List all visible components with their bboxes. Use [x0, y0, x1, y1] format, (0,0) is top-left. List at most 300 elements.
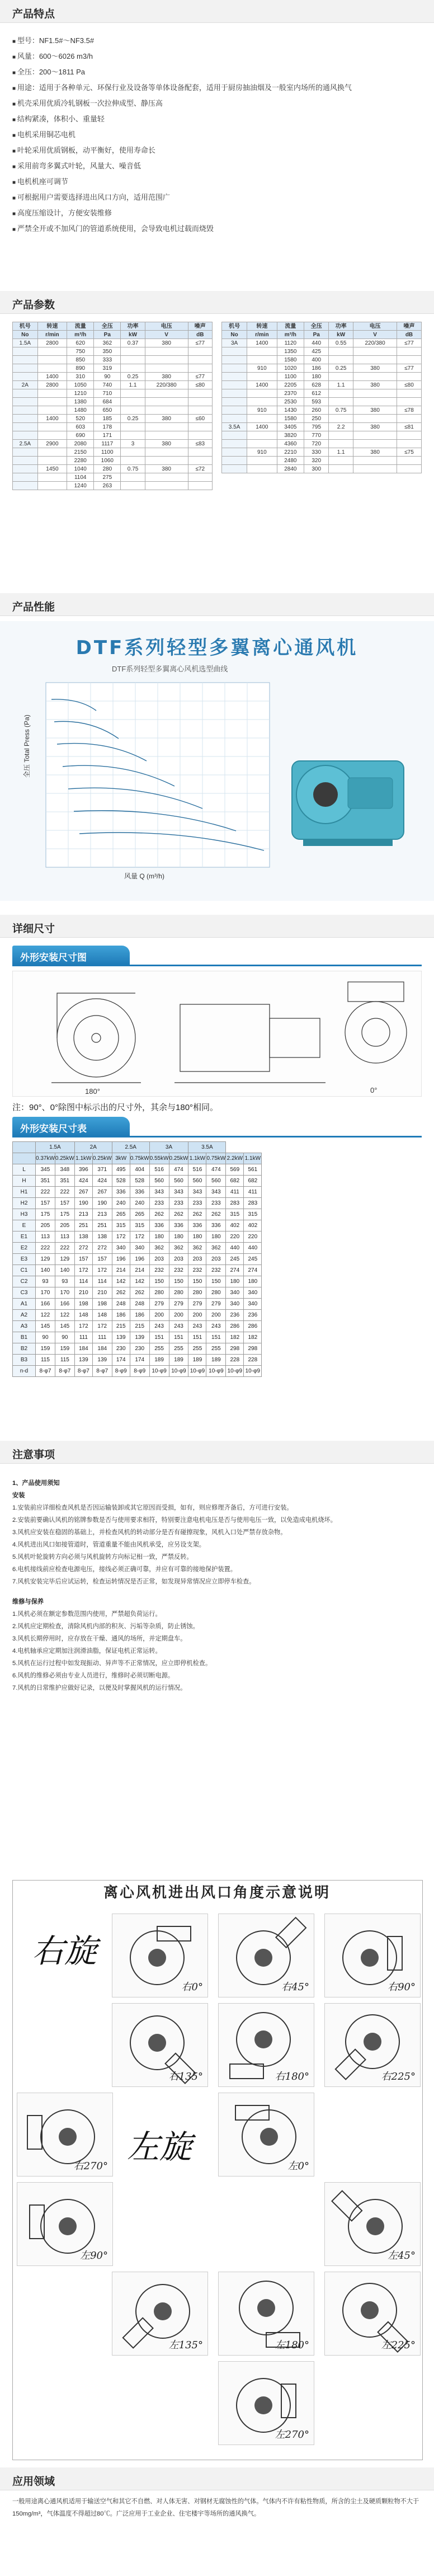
dim-cell: 157: [92, 1254, 112, 1265]
spec-unit-cell: m³/h: [67, 331, 94, 339]
spec-unit-cell: r/min: [37, 331, 67, 339]
dim-cell: C3: [13, 1287, 36, 1299]
spec-cell: 620: [67, 339, 94, 347]
dim-cell: B1: [13, 1332, 36, 1343]
dim-cell: 495: [112, 1164, 130, 1176]
dim-cell: 248: [130, 1299, 149, 1310]
dim-row: [13, 1332, 262, 1343]
spec-cell: 380: [145, 415, 188, 423]
spec-cell: [121, 364, 145, 373]
direction-title: 离心风机进出风口角度示意说明: [103, 1884, 331, 1901]
spec-cell: [353, 431, 397, 440]
spec-cell: 171: [94, 431, 121, 440]
spec-cell: 1580: [277, 356, 304, 364]
spec-cell: 1117: [94, 440, 121, 448]
spec-cell: [247, 457, 277, 465]
chart-y-label: 全压 Total Press (Pa): [23, 714, 31, 778]
spec-cell: 3: [121, 440, 145, 448]
spec-cell: [145, 431, 188, 440]
spec-cell: [397, 373, 421, 381]
spec-cell: [37, 457, 67, 465]
spec-cell: [188, 406, 212, 415]
spec-cell: [188, 356, 212, 364]
dim-cell: 336: [130, 1187, 149, 1198]
dim-cell: 279: [149, 1299, 169, 1310]
direction-cell: [324, 2003, 421, 2087]
notes-body: [12, 1477, 422, 1694]
direction-cell: [112, 2003, 208, 2087]
spec-cell: 1100: [277, 373, 304, 381]
performance-section-header: [0, 593, 434, 616]
spec-cell: [247, 440, 277, 448]
dim-cell: 267: [92, 1187, 112, 1198]
dim-cell: 203: [188, 1254, 206, 1265]
dim-cell: 190: [74, 1198, 92, 1209]
dim-cell: 340: [226, 1299, 244, 1310]
spec-cell: [188, 448, 212, 457]
spec-cell: 380: [145, 440, 188, 448]
dim-cell: 236: [226, 1310, 244, 1321]
dim-cell: 267: [74, 1187, 92, 1198]
spec-cell: 2210: [277, 448, 304, 457]
dim-row: [13, 1276, 262, 1287]
spec-row: [13, 381, 213, 389]
params-heading: 产品参数: [12, 299, 55, 311]
dim-cell: 283: [226, 1198, 244, 1209]
spec-cell: 1480: [67, 406, 94, 415]
dim-cell: 682: [226, 1176, 244, 1187]
spec-cell: [222, 364, 247, 373]
spec-cell: 280: [94, 465, 121, 473]
spec-cell: 2.2: [329, 423, 353, 431]
dim-model-header: 2.5A: [112, 1142, 149, 1153]
dim-cell: 172: [74, 1265, 92, 1276]
spec-cell: 2530: [277, 398, 304, 406]
dim-cell: 340: [244, 1299, 262, 1310]
features-section-header: [0, 0, 434, 23]
dim-row: [13, 1299, 262, 1310]
spec-cell: [247, 398, 277, 406]
spec-cell: [222, 415, 247, 423]
dim-cell: 175: [36, 1209, 55, 1220]
dim-cell: 516: [188, 1164, 206, 1176]
dim-cell: A2: [13, 1310, 36, 1321]
spec-cell: [121, 406, 145, 415]
spec-row: [13, 339, 213, 347]
dim-cell: 262: [206, 1209, 226, 1220]
spec-cell: [188, 423, 212, 431]
direction-label: 右90°: [388, 1981, 416, 1993]
spec-cell: [222, 406, 247, 415]
spec-cell: 350: [94, 347, 121, 356]
dim-cell: 205: [36, 1220, 55, 1231]
spec-row: [222, 423, 422, 431]
feature-item: ■ 用途：适用于各种单元、环保行业及设备等单体设备配套，适用于厨房抽油烟及一般室内场所的通风换气: [12, 81, 421, 96]
spec-cell: 0.55: [329, 339, 353, 347]
spec-header-cell: 转速: [37, 322, 67, 331]
dim-power-header: 0.55kW: [149, 1153, 169, 1164]
left-rotation-char: 左旋: [126, 2128, 192, 2166]
dim-cell: 145: [36, 1321, 55, 1332]
spec-cell: [188, 473, 212, 482]
spec-cell: [13, 482, 38, 490]
dim-cell: 138: [92, 1231, 112, 1243]
dim-cell: 189: [188, 1355, 206, 1366]
spec-cell: [222, 465, 247, 473]
spec-cell: [329, 373, 353, 381]
direction-label: 左45°: [388, 2250, 416, 2262]
spec-unit-cell: m³/h: [277, 331, 304, 339]
spec-cell: 333: [94, 356, 121, 364]
dim-power-header: 1.1kW: [244, 1153, 262, 1164]
dim-cell: 200: [188, 1310, 206, 1321]
spec-cell: 910: [247, 364, 277, 373]
dim-cell: 190: [92, 1198, 112, 1209]
dim-cell: 315: [226, 1209, 244, 1220]
direction-label: 左225°: [381, 2339, 416, 2351]
notes-sub-title: 1、产品使用须知: [12, 1480, 60, 1487]
dim-cell: 122: [36, 1310, 55, 1321]
spec-cell: [37, 389, 67, 398]
spec-cell: 910: [247, 406, 277, 415]
spec-cell: [222, 373, 247, 381]
spec-cell: 1.1: [329, 448, 353, 457]
dim-cell: 340: [226, 1287, 244, 1299]
dim-cell: 113: [36, 1231, 55, 1243]
spec-cell: 178: [94, 423, 121, 431]
spec-header-cell: 功率: [121, 322, 145, 331]
dim-row: [13, 1243, 262, 1254]
spec-row: [13, 440, 213, 448]
spec-cell: 1.5A: [13, 339, 38, 347]
dim-cell: 243: [169, 1321, 188, 1332]
dim-power-header: 0.75kW: [130, 1153, 149, 1164]
spec-cell: [247, 356, 277, 364]
spec-cell: 1120: [277, 339, 304, 347]
spec-cell: ≤72: [188, 465, 212, 473]
dim-cell: 336: [149, 1220, 169, 1231]
dim-cell: 265: [130, 1209, 149, 1220]
install-item: 3.风机应安装在稳固的基础上，并检查风机的转动部分是否有碰擦现象，风机入口处严禁存放杂物。: [12, 1529, 287, 1536]
dim-cell: 232: [149, 1265, 169, 1276]
dim-cell: 424: [74, 1176, 92, 1187]
spec-cell: [121, 482, 145, 490]
dim-cell: 129: [36, 1254, 55, 1265]
spec-cell: [145, 473, 188, 482]
spec-cell: 220/380: [145, 381, 188, 389]
spec-cell: 186: [304, 364, 329, 373]
dim-cell: 139: [74, 1355, 92, 1366]
dim-cell: 351: [36, 1176, 55, 1187]
spec-cell: [353, 373, 397, 381]
dim-cell: 280: [188, 1287, 206, 1299]
spec-cell: 1400: [247, 339, 277, 347]
spec-cell: [329, 457, 353, 465]
spec-cell: [247, 415, 277, 423]
spec-cell: 2370: [277, 389, 304, 398]
spec-cell: [37, 431, 67, 440]
spec-unit-cell: No: [13, 331, 38, 339]
dimensions-section-header: [0, 915, 434, 938]
spec-cell: 380: [145, 373, 188, 381]
spec-cell: [329, 389, 353, 398]
dim-cell: 142: [130, 1276, 149, 1287]
spec-cell: [13, 448, 38, 457]
spec-row: [222, 440, 422, 448]
spec-cell: [397, 347, 421, 356]
dim-cell: 230: [112, 1343, 130, 1355]
spec-unit-cell: kW: [329, 331, 353, 339]
dim-cell: 214: [112, 1265, 130, 1276]
dim-cell: 113: [55, 1231, 74, 1243]
dim-cell: 228: [226, 1355, 244, 1366]
spec-row: [222, 431, 422, 440]
spec-cell: 1050: [67, 381, 94, 389]
spec-cell: 612: [304, 389, 329, 398]
spec-row: [222, 364, 422, 373]
spec-cell: 380: [145, 339, 188, 347]
spec-cell: [329, 465, 353, 473]
dim-cell: 139: [112, 1332, 130, 1343]
dim-cell: 220: [226, 1231, 244, 1243]
spec-cell: 1.1: [121, 381, 145, 389]
dim-cell: 159: [36, 1343, 55, 1355]
dim-cell: 272: [92, 1243, 112, 1254]
dim-cell: 220: [244, 1231, 262, 1243]
spec-cell: 1400: [247, 423, 277, 431]
spec-row: [13, 356, 213, 364]
dim-cell: 279: [169, 1299, 188, 1310]
spec-row: [222, 398, 422, 406]
dim-cell: 142: [112, 1276, 130, 1287]
dim-power-header: [13, 1153, 36, 1164]
feature-item: ■ 严禁全开或不加风门的管道系统使用，会导致电机过载而烧毁: [12, 222, 421, 237]
dim-cell: 340: [112, 1243, 130, 1254]
spec-cell: 1210: [67, 389, 94, 398]
spec-cell: [37, 473, 67, 482]
dim-cell: 196: [130, 1254, 149, 1265]
spec-cell: ≤60: [188, 415, 212, 423]
dim-cell: 243: [188, 1321, 206, 1332]
dim-cell: 157: [55, 1198, 74, 1209]
spec-cell: 0.75: [329, 406, 353, 415]
spec-header-cell: 流量: [67, 322, 94, 331]
dim-cell: 114: [74, 1276, 92, 1287]
spec-cell: [247, 465, 277, 473]
dim-power-header: 0.25kW: [55, 1153, 74, 1164]
params-table-right: [221, 322, 422, 473]
dim-cell: 274: [244, 1265, 262, 1276]
spec-cell: 650: [94, 406, 121, 415]
spec-cell: [13, 398, 38, 406]
spec-header-cell: 机号: [13, 322, 38, 331]
maintain-item: 4.电机轴承应定期加注润滑油脂，保证电机正常运转。: [12, 1648, 162, 1654]
dim-power-header: 2.2kW: [226, 1153, 244, 1164]
table-tab-line: [12, 1136, 422, 1137]
spec-unit-cell: V: [353, 331, 397, 339]
dim-cell: 528: [130, 1176, 149, 1187]
dim-cell: 343: [169, 1187, 188, 1198]
performance-chart-subtitle: DTF系列轻型多翼离心风机选型曲线: [112, 665, 228, 673]
dim-cell: B3: [13, 1355, 36, 1366]
applications-heading: 应用领域: [12, 2475, 55, 2488]
dim-cell: 180: [169, 1231, 188, 1243]
spec-header-cell: 全压: [94, 322, 121, 331]
spec-cell: ≤75: [397, 448, 421, 457]
spec-cell: 603: [67, 423, 94, 431]
dim-cell: 245: [226, 1254, 244, 1265]
dim-cell: 189: [206, 1355, 226, 1366]
spec-cell: 1240: [67, 482, 94, 490]
spec-cell: [37, 423, 67, 431]
spec-cell: [329, 347, 353, 356]
dim-cell: 150: [188, 1276, 206, 1287]
spec-cell: 2800: [37, 381, 67, 389]
dim-cell: 196: [112, 1254, 130, 1265]
dim-cell: 474: [169, 1164, 188, 1176]
spec-cell: 319: [94, 364, 121, 373]
spec-cell: [222, 398, 247, 406]
spec-cell: [353, 356, 397, 364]
spec-cell: 250: [304, 415, 329, 423]
dim-cell: n-d: [13, 1366, 36, 1377]
chart-x-label: 风量 Q (m³/h): [124, 872, 164, 880]
spec-row: [222, 373, 422, 381]
dim-cell: 262: [130, 1287, 149, 1299]
direction-cell: [324, 2182, 421, 2266]
dim-cell: 315: [130, 1220, 149, 1231]
spec-cell: [13, 457, 38, 465]
spec-cell: 2.5A: [13, 440, 38, 448]
dim-cell: 200: [206, 1310, 226, 1321]
dim-cell: 348: [55, 1164, 74, 1176]
spec-cell: [329, 356, 353, 364]
spec-cell: 795: [304, 423, 329, 431]
table-tab: [12, 1117, 130, 1136]
spec-cell: [397, 465, 421, 473]
dim-cell: 351: [55, 1176, 74, 1187]
spec-cell: 3820: [277, 431, 304, 440]
spec-row: [222, 347, 422, 356]
spec-cell: ≤78: [397, 406, 421, 415]
spec-cell: [13, 389, 38, 398]
dim-cell: 280: [169, 1287, 188, 1299]
dim-cell: 10-φ9: [188, 1366, 206, 1377]
spec-cell: 1400: [37, 373, 67, 381]
dimensions-heading: 详细尺寸: [12, 923, 55, 935]
spec-row: [13, 347, 213, 356]
params-table-left: [12, 322, 213, 490]
dim-cell: E1: [13, 1231, 36, 1243]
dim-cell: 411: [226, 1187, 244, 1198]
spec-cell: 750: [67, 347, 94, 356]
dim-cell: H: [13, 1176, 36, 1187]
direction-cell: [218, 2361, 314, 2445]
spec-cell: [353, 440, 397, 448]
dim-row: [13, 1176, 262, 1187]
dim-cell: 157: [74, 1254, 92, 1265]
dim-cell: 424: [92, 1176, 112, 1187]
dim-cell: 8-φ7: [92, 1366, 112, 1377]
spec-cell: [121, 448, 145, 457]
dim-cell: 200: [169, 1310, 188, 1321]
spec-cell: [13, 473, 38, 482]
direction-label: 右180°: [275, 2071, 309, 2083]
dim-cell: 262: [149, 1209, 169, 1220]
spec-row: [222, 448, 422, 457]
dim-cell: 215: [130, 1321, 149, 1332]
spec-cell: 3.5A: [222, 423, 247, 431]
feature-item: ■ 电机采用铜芯电机: [12, 128, 421, 143]
spec-cell: 0.75: [121, 465, 145, 473]
direction-cell: [218, 2093, 314, 2177]
spec-cell: [145, 347, 188, 356]
spec-cell: 1380: [67, 398, 94, 406]
dim-cell: 159: [55, 1343, 74, 1355]
angle-0-label: 0°: [370, 1086, 378, 1094]
spec-cell: [37, 406, 67, 415]
spec-row: [13, 398, 213, 406]
direction-label: 左270°: [275, 2429, 309, 2441]
spec-cell: [353, 415, 397, 423]
dim-cell: 440: [244, 1243, 262, 1254]
spec-cell: 3A: [222, 339, 247, 347]
dim-cell: 315: [112, 1220, 130, 1231]
spec-cell: [37, 398, 67, 406]
dim-cell: 8-φ9: [112, 1366, 130, 1377]
spec-cell: [397, 389, 421, 398]
spec-cell: [353, 389, 397, 398]
direction-cell: [218, 2003, 314, 2087]
dim-cell: 279: [188, 1299, 206, 1310]
spec-cell: [329, 398, 353, 406]
spec-cell: [37, 347, 67, 356]
spec-cell: 1100: [94, 448, 121, 457]
dim-cell: 402: [244, 1220, 262, 1231]
dim-cell: 180: [149, 1231, 169, 1243]
dim-cell: 245: [244, 1254, 262, 1265]
spec-cell: [397, 356, 421, 364]
spec-cell: 380: [353, 448, 397, 457]
spec-header-cell: 全压: [304, 322, 329, 331]
dim-cell: 203: [169, 1254, 188, 1265]
dim-cell: 8-φ7: [55, 1366, 74, 1377]
spec-cell: 380: [353, 423, 397, 431]
drawing-tab-label: 外形安装尺寸图: [20, 952, 87, 963]
spec-cell: ≤80: [397, 381, 421, 389]
install-title: 安装: [12, 1492, 25, 1499]
spec-cell: [247, 431, 277, 440]
dim-cell: 340: [130, 1243, 149, 1254]
dim-cell: H1: [13, 1187, 36, 1198]
spec-cell: 1040: [67, 465, 94, 473]
spec-cell: [329, 415, 353, 423]
dim-power-header: 0.75kW: [206, 1153, 226, 1164]
spec-header-cell: 功率: [329, 322, 353, 331]
dim-cell: 203: [206, 1254, 226, 1265]
spec-cell: [397, 415, 421, 423]
spec-cell: [353, 347, 397, 356]
dim-cell: 203: [149, 1254, 169, 1265]
install-item: 7.风机安装完毕后应试运转，检查运转情况是否正常，如发现异常情况应立即停车检查。: [12, 1578, 256, 1585]
dim-cell: 210: [92, 1287, 112, 1299]
dim-power-header: 0.25kW: [169, 1153, 188, 1164]
dim-cell: 251: [92, 1220, 112, 1231]
spec-cell: ≤83: [188, 440, 212, 448]
dim-cell: 145: [55, 1321, 74, 1332]
spec-cell: [353, 457, 397, 465]
dim-cell: 139: [130, 1332, 149, 1343]
